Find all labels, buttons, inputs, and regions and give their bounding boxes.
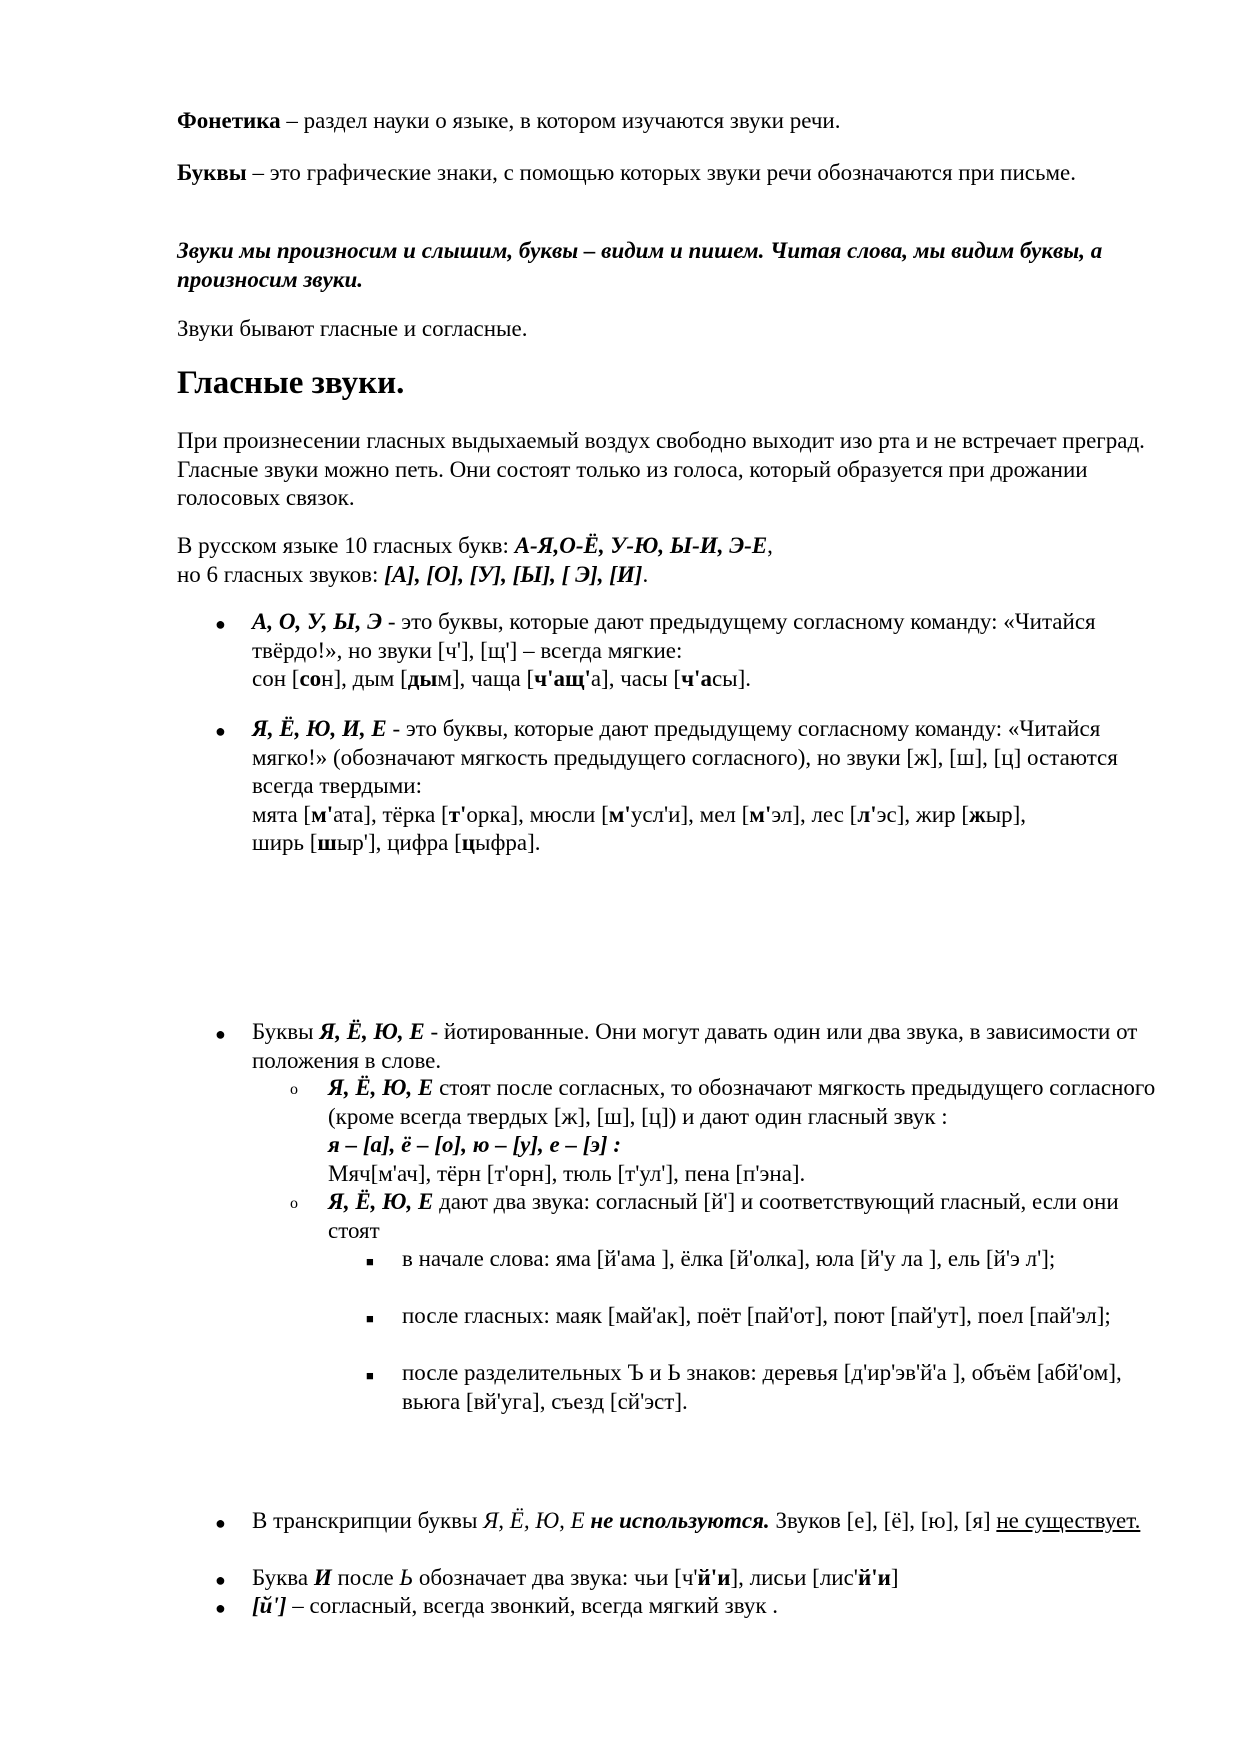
square-bullet-icon: ■ xyxy=(366,1311,374,1326)
transcription-lead: В транскрипции буквы xyxy=(252,1508,484,1533)
example-plain: сон [ xyxy=(252,666,300,691)
vowel-sounds-count: но 6 гласных звуков: xyxy=(177,561,385,587)
hard-letters: А, О, У, Ы, Э xyxy=(252,609,383,634)
example-tail: эс], xyxy=(876,801,916,827)
i-letter: И xyxy=(313,1565,332,1590)
soft-examples-line1 xyxy=(252,802,1026,827)
soft-examples-line2 xyxy=(252,830,541,855)
letter-sound-mapping: я – [а], ё – [о], ю – [у], е – [э] : xyxy=(328,1132,621,1157)
example-bold: ж xyxy=(969,801,986,827)
letters-definition xyxy=(177,159,1157,188)
example-plain: мята [ xyxy=(252,801,312,827)
page-title: Гласные звуки. xyxy=(177,365,405,401)
example-bold: ч'ащ' xyxy=(534,666,591,691)
example-bold: ц xyxy=(461,830,476,855)
case-after-signs: после разделительных Ъ и Ь знаков: деревья [д'ир'эв'й'а ], объём [абй'ом], вьюга [вй'уга], съезд [сй'эст]. xyxy=(402,1360,1122,1414)
bullet-icon: ● xyxy=(215,614,226,634)
soft-letters-text: - это буквы, которые дают предыдущему согласному команду: «Читайся мягко!» (обозначают мягкость предыдущего согласного), но звуки [ж], [ш], [ц] остаются всегда твердыми: xyxy=(252,716,1118,798)
example-plain: мел [ xyxy=(699,801,750,827)
example-plain: лес [ xyxy=(811,801,858,827)
sounds-letters-rule: Звуки мы произносим и слышим, буквы – видим и пишем. Читая слова, мы видим буквы, а произносим звуки. xyxy=(177,238,1103,292)
example-bold: т' xyxy=(448,801,467,827)
after-consonant-item xyxy=(328,1074,1158,1188)
example-bold: м' xyxy=(749,801,772,827)
example-tail: орка], xyxy=(466,801,530,827)
square-bullet-icon: ■ xyxy=(366,1254,374,1269)
example-tail: ыр'], xyxy=(336,830,388,855)
example-tail: н], xyxy=(321,666,353,691)
transcription-emphasis: не используются. xyxy=(584,1508,770,1533)
transcription-text: Звуков [е], [ё], [ю], [я] xyxy=(769,1508,997,1533)
case-word-start: в начале слова: яма [й'ама ], ёлка [й'олка], юла [й'у ла ], ель [й'э л']; xyxy=(402,1246,1056,1271)
hard-letters-text: - это буквы, которые дают предыдущему согласному команду: «Читайся твёрдо!», но звуки [ч'], [щ'] – всегда мягкие: xyxy=(252,609,1096,663)
phonetics-term: Фонетика xyxy=(177,108,281,133)
yot-symbol: [й'] xyxy=(252,1593,287,1618)
vowel-counts xyxy=(177,532,1157,589)
i-bold: й'и xyxy=(857,1565,891,1590)
i-lead: Буква xyxy=(252,1565,314,1590)
vowels-description: При произнесении гласных выдыхаемый воздух свободно выходит изо рта и не встречает преград. Гласные звуки можно петь. Они состоят только из голоса, который образуется при дрожании голосовых связок. xyxy=(177,428,1145,510)
example-plain: ширь [ xyxy=(252,830,318,855)
after-consonant-examples: Мяч[м'ач], тёрн [т'орн], тюль [т'ул'], пена [п'эна]. xyxy=(328,1160,806,1186)
transcription-letters: Я, Ё, Ю, Е xyxy=(483,1508,585,1533)
example-bold: л' xyxy=(857,801,877,827)
iotated-bullet xyxy=(252,1018,1152,1075)
example-plain: цифра [ xyxy=(387,830,462,855)
hard-letters-bullet xyxy=(252,608,1152,694)
soft-sign: Ь xyxy=(399,1565,414,1590)
phonetics-definition xyxy=(177,107,1157,136)
example-plain: тёрка [ xyxy=(382,801,449,827)
iotated-letters: Я, Ё, Ю, Е xyxy=(319,1019,425,1044)
example-bold: ш xyxy=(317,830,337,855)
two-sounds-letters: Я, Ё, Ю, Е xyxy=(328,1189,434,1214)
example-bold: со xyxy=(299,666,322,691)
bullet-icon: ● xyxy=(215,721,226,741)
example-plain: жир [ xyxy=(915,801,969,827)
vowel-sounds-tail: . xyxy=(642,561,649,587)
vowel-sounds-list: [А], [О], [У], [Ы], [ Э], [И] xyxy=(384,561,643,587)
bullet-icon: ● xyxy=(215,1598,226,1618)
two-sounds-text: дают два звука: согласный [й'] и соответствующий гласный, если они стоят xyxy=(328,1189,1119,1243)
sound-kinds: Звуки бывают гласные и согласные. xyxy=(177,316,528,341)
letters-def-text: – это графические знаки, с помощью которых звуки речи обозначаются при письме. xyxy=(246,160,1077,185)
soft-letters: Я, Ё, Ю, И, Е xyxy=(252,716,387,741)
example-tail: ата], xyxy=(333,801,383,827)
i-after-soft-sign-bullet xyxy=(252,1564,1152,1593)
bullet-icon: ● xyxy=(215,1513,226,1533)
example-tail: эл], xyxy=(771,801,812,827)
circle-bullet-icon: o xyxy=(290,1195,298,1212)
square-bullet-icon: ■ xyxy=(366,1368,374,1383)
vowel-letters-list: А-Я,О-Ё, У-Ю, Ы-И, Э-Е xyxy=(514,533,768,558)
yot-bullet xyxy=(252,1592,1152,1621)
example-bold: ды xyxy=(407,666,438,691)
vowel-letters-tail: , xyxy=(767,533,773,558)
phonetics-def-text: – раздел науки о языке, в котором изучаются звуки речи. xyxy=(280,108,841,133)
iotated-text: - йотированные. Они могут давать один или два звука, в зависимости от положения в слове. xyxy=(252,1019,1138,1073)
example-tail: а], xyxy=(590,666,621,691)
i-mid: после xyxy=(331,1565,400,1590)
i-text: ] xyxy=(890,1565,899,1590)
yot-text: – согласный, всегда звонкий, всегда мягкий звук . xyxy=(286,1593,779,1618)
example-plain: дым [ xyxy=(352,666,408,691)
transcription-underlined: не существует. xyxy=(996,1508,1141,1533)
example-tail: сы]. xyxy=(711,666,752,691)
two-sounds-item xyxy=(328,1188,1158,1245)
soft-letters-bullet xyxy=(252,715,1152,858)
example-bold: м' xyxy=(608,801,631,827)
example-tail: ыфра]. xyxy=(475,830,541,855)
after-consonant-text: стоят после согласных, то обозначают мягкость предыдущего согласного (кроме всегда твердых [ж], [ш], [ц]) и дают один гласный звук : xyxy=(328,1075,1156,1129)
vowel-letters-count: В русском языке 10 гласных букв: xyxy=(177,533,515,558)
bullet-icon: ● xyxy=(215,1570,226,1590)
case-after-vowels: после гласных: маяк [май'ак], поёт [пай'от], поют [пай'ут], поел [пай'эл]; xyxy=(402,1303,1111,1328)
example-tail: ыр], xyxy=(985,801,1027,827)
example-bold: м' xyxy=(311,801,334,827)
hard-examples xyxy=(252,666,751,691)
i-text: обозначает два звука: чьи [ч' xyxy=(413,1565,698,1590)
example-tail: усл'и], xyxy=(630,801,700,827)
i-bold: й'и xyxy=(697,1565,731,1590)
circle-bullet-icon: o xyxy=(290,1081,298,1098)
example-plain: мюсли [ xyxy=(529,801,609,827)
bullet-icon: ● xyxy=(215,1024,226,1044)
letters-term: Буквы xyxy=(177,160,247,185)
example-plain: чаща [ xyxy=(471,666,535,691)
after-consonant-letters: Я, Ё, Ю, Е xyxy=(328,1075,434,1100)
transcription-bullet xyxy=(252,1507,1152,1536)
example-plain: часы [ xyxy=(620,666,682,691)
example-bold: ч'а xyxy=(681,666,712,691)
example-tail: м], xyxy=(437,666,472,691)
iotated-lead: Буквы xyxy=(252,1019,320,1044)
i-text: ], лисьи [лис' xyxy=(730,1565,858,1590)
